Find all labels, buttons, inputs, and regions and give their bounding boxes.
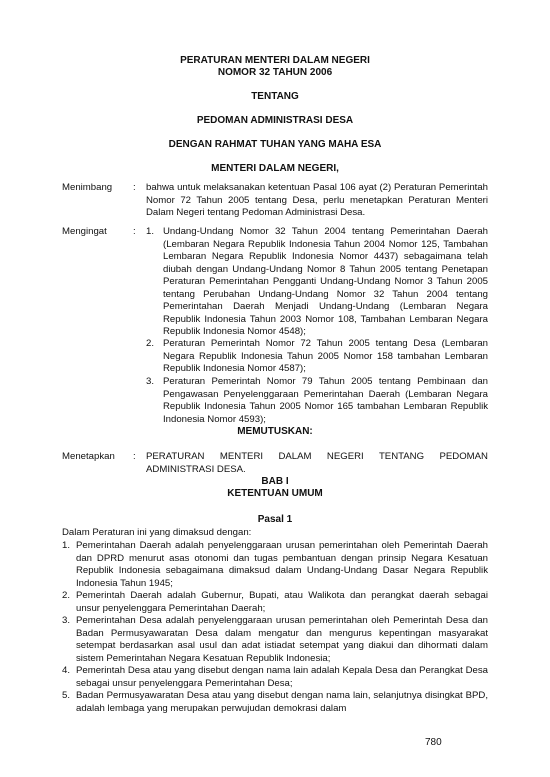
pasal-intro: Dalam Peraturan ini yang dimaksud dengan: xyxy=(62,527,252,538)
definition-text: Pemerintahan Desa adalah penyelenggaraan urusan pemerintahan oleh Pemerintah Desa dan Badan Permusyawaratan Desa dalam mengatur dan mengurus kepentingan masyarakat setempat berdasarkan asal usul dan adat istiadat setempat yang diakui dan dihormati dalam sistem Pemerintahan Negara Kesatuan Republik Indonesia; xyxy=(76,615,488,664)
definition-number: 1. xyxy=(62,540,71,551)
rahmat-heading: DENGAN RAHMAT TUHAN YANG MAHA ESA xyxy=(168,139,382,150)
mengingat-item-text: Peraturan Pemerintah Nomor 79 Tahun 2005 tentang Pembinaan dan Pengawasan Penyelenggaraan Pemerintahan Daerah (Lembaran Negara Republik Indonesia Tahun 2005 Nomor 165 tambahan Lembaran Republik Indonesia Nomor 4593); xyxy=(163,376,488,425)
mengingat-item-number: 2. xyxy=(146,338,155,349)
regulation-title: PERATURAN MENTERI DALAM NEGERI xyxy=(180,55,370,66)
menetapkan-text: PERATURAN MENTERI DALAM NEGERI TENTANG PEDOMAN ADMINISTRASI DESA. xyxy=(146,451,488,475)
mengingat-colon: : xyxy=(133,226,136,237)
page-number: 780 xyxy=(425,737,442,748)
menimbang-text: bahwa untuk melaksanakan ketentuan Pasal 106 ayat (2) Peraturan Pemerintah Nomor 72 Tahun 2005 tentang Desa, perlu menetapkan Peraturan Menteri Dalam Negeri tentang Pedoman Administrasi Desa. xyxy=(146,182,488,218)
definition-text: Badan Permusyawaratan Desa atau yang disebut dengan nama lain, selanjutnya disingkat BPD, adalah lembaga yang merupakan perwujudan demokrasi dalam xyxy=(76,690,488,714)
menteri-heading: MENTERI DALAM NEGERI, xyxy=(211,163,339,174)
definition-number: 5. xyxy=(62,690,71,701)
definition-number: 4. xyxy=(62,665,71,676)
mengingat-item-text: Undang-Undang Nomor 32 Tahun 2004 tentang Pemerintahan Daerah (Lembaran Negara Republik Indonesia Tahun 2004 Nomor 125, Tambahan Lembaran Negara Republik Indonesia Nomor 4437) sebagaimana telah diubah dengan Undang-Undang Nomor 8 Tahun 2005 tentang Penetapan Peraturan Pemerintahan Pengganti Undang-Undang Nomor 3 Tahun 2005 tentang Perubahan Undang-Undang Nomor 32 Tahun 2004 tentang Pemerintahan Daerah Menjadi Undang-Undang (Lembaran Negara Republik Indonesia Tahun 2003 Nomor 108, Tambahan Lembaran Negara Republik Indonesia Nomor 4548); xyxy=(163,226,488,337)
definition-text: Pemerintah Desa atau yang disebut dengan nama lain adalah Kepala Desa dan Perangkat Desa sebagai unsur penyelenggara Pemerintahan Desa; xyxy=(76,665,488,689)
mengingat-item-text: Peraturan Pemerintah Nomor 72 Tahun 2005 tentang Desa (Lembaran Negara Republik Indonesia Tahun 2005 Nomor 158 tambahan Lembaran Republik Indonesia Nomor 4587); xyxy=(163,338,488,374)
definition-number: 3. xyxy=(62,615,71,626)
regulation-number: NOMOR 32 TAHUN 2006 xyxy=(217,67,333,78)
mengingat-item-number: 1. xyxy=(146,226,155,237)
tentang-heading: TENTANG xyxy=(251,91,299,102)
memutuskan-heading: MEMUTUSKAN: xyxy=(237,426,313,437)
menetapkan-label: Menetapkan xyxy=(62,451,115,462)
pasal-title: Pasal 1 xyxy=(257,514,293,525)
subject-heading: PEDOMAN ADMINISTRASI DESA xyxy=(196,115,354,126)
mengingat-item-number: 3. xyxy=(146,376,155,387)
mengingat-label: Mengingat xyxy=(62,226,107,237)
definition-text: Pemerintahan Daerah adalah penyelenggaraan urusan pemerintahan oleh Pemerintah Daerah dan DPRD menurut asas otonomi dan tugas pembantuan dengan prinsip Negara Kesatuan Republik Indonesia sebagaimana dimaksud dalam Undang-Undang Dasar Negara Republik Indonesia Tahun 1945; xyxy=(76,540,488,589)
menetapkan-colon: : xyxy=(133,451,136,462)
menimbang-colon: : xyxy=(133,182,136,193)
menimbang-label: Menimbang xyxy=(62,182,113,193)
bab-subtitle: KETENTUAN UMUM xyxy=(227,488,323,499)
definition-number: 2. xyxy=(62,590,71,601)
definition-text: Pemerintah Daerah adalah Gubernur, Bupati, atau Walikota dan perangkat daerah sebagai unsur penyelenggara Pemerintahan Daerah; xyxy=(76,590,488,614)
bab-title: BAB I xyxy=(261,476,289,487)
